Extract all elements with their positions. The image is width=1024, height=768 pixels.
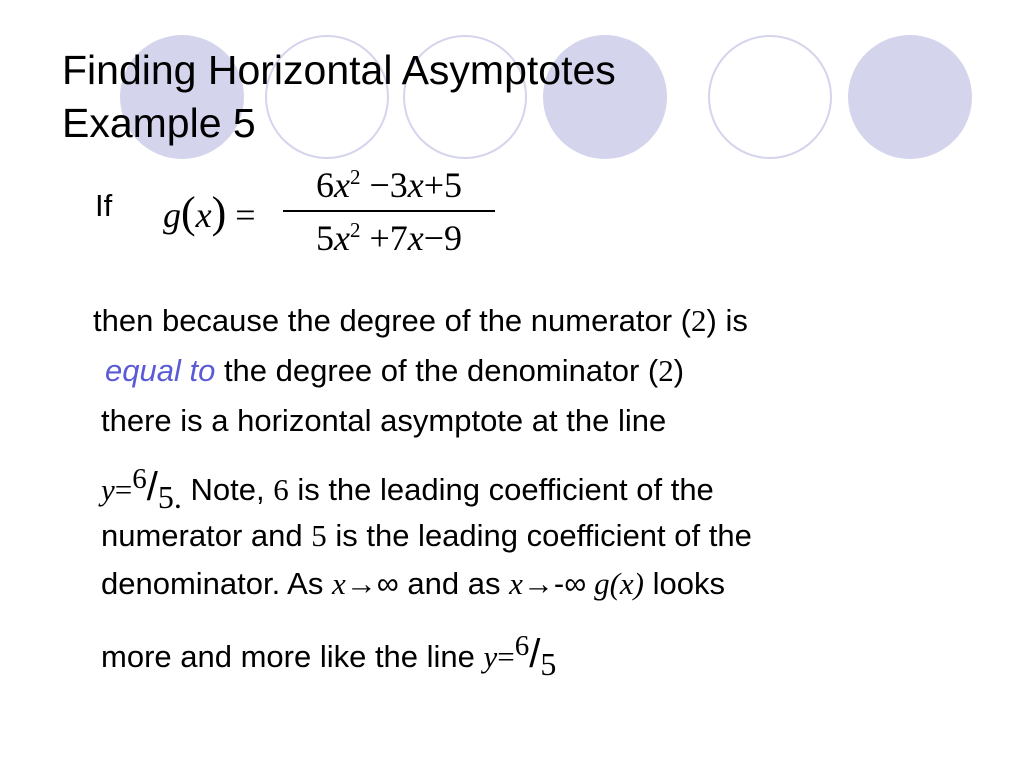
title-line-2: Example 5 <box>62 100 256 146</box>
if-label: If <box>95 188 113 223</box>
para-line-4: y=6/5. Note, 6 is the leading coefficient of the <box>101 463 714 515</box>
numerator: $6x^2 -3x+5$ <box>315 165 463 205</box>
decor-circle-6 <box>848 35 972 159</box>
slide-title <box>62 44 616 150</box>
equal-to-emphasis: equal to <box>105 353 216 388</box>
equation-fraction <box>283 162 495 261</box>
decor-circle-5 <box>708 35 832 159</box>
para-line-1: then because the degree of the numerator (2) is <box>93 303 748 338</box>
para-line-5: numerator and 5 is the leading coefficient of the <box>101 518 752 553</box>
fraction-bar <box>283 210 495 212</box>
para-line-6: denominator. As x→∞ and as x→-∞ g(x) looks <box>101 566 725 601</box>
para-line-2: equal to the degree of the denominator (2) <box>105 353 685 388</box>
title-line-1: Finding Horizontal Asymptotes <box>62 47 616 93</box>
para-line-3: there is a horizontal asymptote at the line <box>101 403 667 438</box>
denominator: $5x^2 +7x-9$ <box>315 218 463 258</box>
para-line-7: more and more like the line y=6/5 <box>101 630 557 682</box>
equation-lhs: g(x) = <box>163 188 256 237</box>
